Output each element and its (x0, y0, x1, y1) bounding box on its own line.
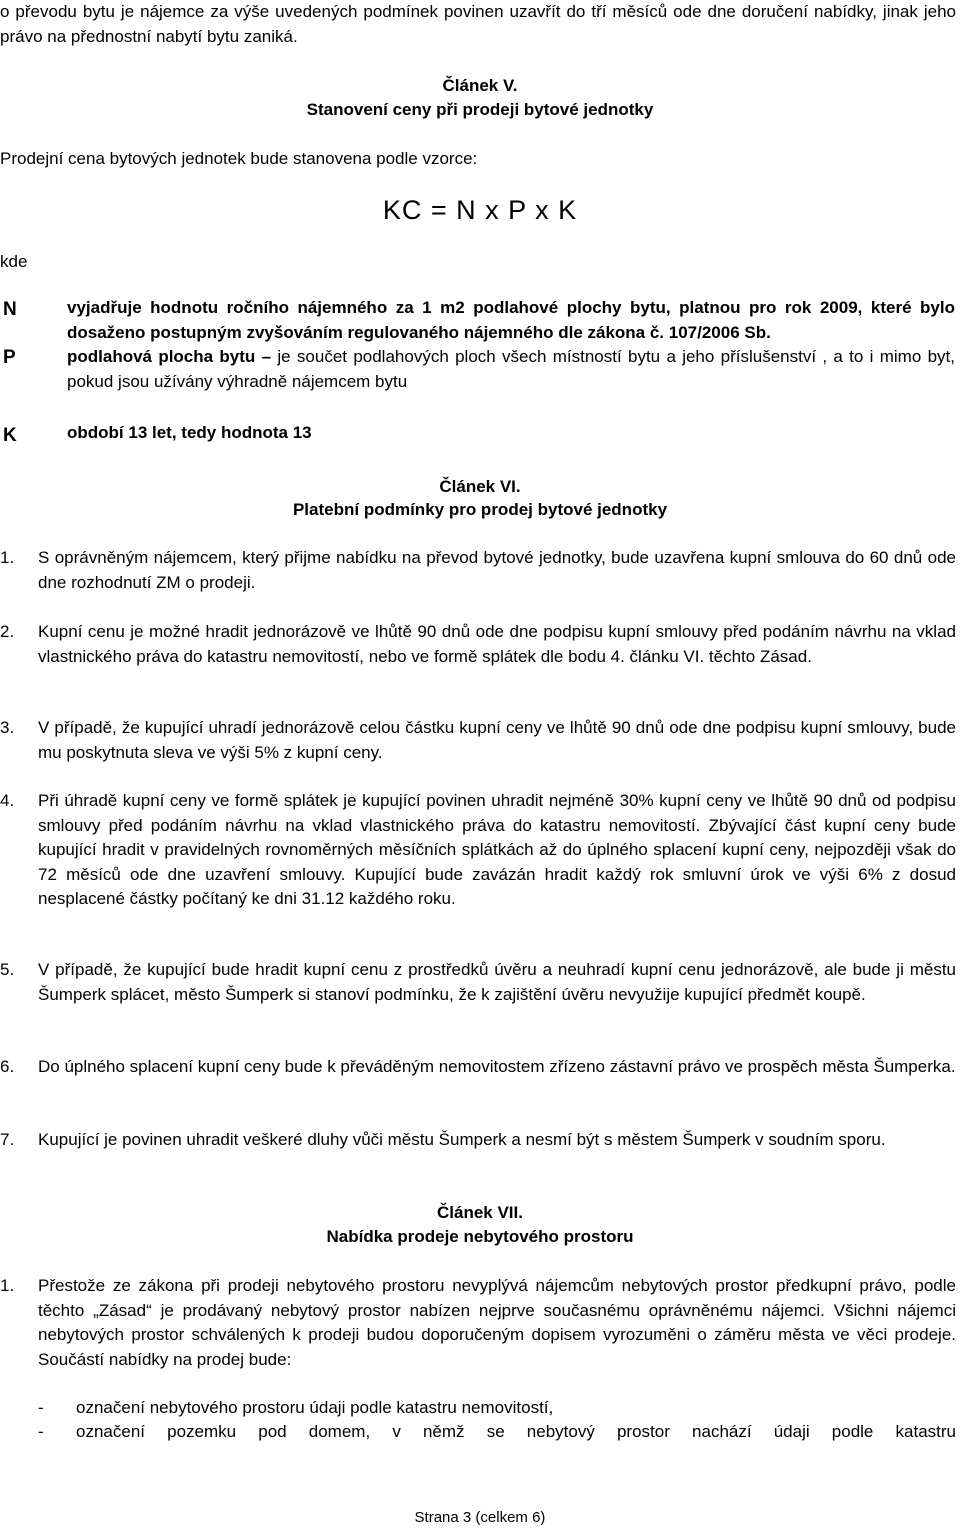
article-vi-title: Platební podmínky pro prodej bytové jednotky (292, 500, 668, 519)
article-vi-heading: Článek VI. (439, 477, 521, 496)
page-number-footer: Strana 3 (celkem 6) (414, 1509, 546, 1526)
item-text: Při úhradě kupní ceny ve formě splátek je kupující povinen uhradit nejméně 30% kupní ceny ve lhůtě 90 dnů od podpisu smlouvy před podáním návrhu na vklad vlastnického práva do katastru nemovitostí. Zbývající část kupní ceny bude kupující hradit v pravidelných rovnoměrných měsíčních splátkách až do úplného splacení kupní ceny, nejpozději však do 72 měsíců ode dne uzavření smlouvy. Kupující bude zavázán hradit každý rok smluvní úrok ve výši 6% z dosud nesplacené částky počítaný ke dni 31.12 každého roku. (38, 791, 956, 908)
item-text: Kupující je povinen uhradit veškeré dluhy vůči městu Šumperk a nesmí být s městem Šumperk v soudním sporu. (38, 1130, 886, 1149)
article-vii-title: Nabídka prodeje nebytového prostoru (326, 1227, 634, 1246)
item-text: Do úplného splacení kupní ceny bude k převáděným nemovitostem zřízeno zástavní právo ve prospěch města Šumperka. (38, 1057, 956, 1076)
variable-symbol: K (3, 425, 17, 446)
item-text: V případě, že kupující uhradí jednorázově celou částku kupní ceny ve lhůtě 90 dnů ode dne podpisu kupní smlouvy, bude mu poskytnuta sleva ve výši 5% z kupní ceny. (38, 718, 956, 762)
variable-description: vyjadřuje hodnotu ročního nájemného za 1 m2 podlahové plochy bytu, platnou pro rok 2009, které bylo dosaženo postupným zvyšováním regulovaného nájemného dle zákona č. 107/2006 Sb. (67, 298, 955, 342)
bullet-dash: - (38, 1422, 44, 1441)
bullet-text: označení nebytového prostoru údaji podle katastru nemovitostí, (76, 1398, 554, 1417)
variable-description: období 13 let, tedy hodnota 13 (67, 423, 312, 442)
variable-symbol: N (3, 299, 17, 320)
item-number: 3. (0, 718, 15, 737)
article-vii-heading: Článek VII. (437, 1203, 523, 1222)
bullet-text: označení pozemku pod domem, v němž se nebytový prostor nachází údaji podle katastru (76, 1422, 956, 1441)
item-number: 5. (0, 960, 15, 979)
item-text: S oprávněným nájemcem, který přijme nabídku na převod bytové jednotky, bude uzavřena kupní smlouva do 60 dnů ode dne rozhodnutí ZM o prodeji. (38, 548, 956, 592)
bullet-dash: - (38, 1398, 44, 1417)
item-text: Přestože ze zákona při prodeji nebytového prostoru nevyplývá nájemcům nebytových prostor předkupní právo, podle těchto „Zásad“ je prodávaný nebytový prostor nabízen nejprve současnému oprávněnému nájemci. Všichni nájemci nebytových prostor schválených k prodeji budou doporučeným dopisem vyrozuměni o záměru města ve věci prodeje. Součástí nabídky na prodej bude: (38, 1276, 956, 1369)
item-number: 6. (0, 1057, 15, 1076)
item-number: 1. (0, 548, 15, 567)
item-text: V případě, že kupující bude hradit kupní cenu z prostředků úvěru a neuhradí kupní cenu jednorázově, ale bude ji městu Šumperk splácet, město Šumperk si stanoví podmínku, že k zajištění úvěru nevyužije kupující předmět koupě. (38, 960, 956, 1004)
item-number: 2. (0, 622, 15, 641)
variable-description: podlahová plocha bytu – je součet podlahových ploch všech místností bytu a jeho příslušenství , a to i mimo byt, pokud jsou užívány výhradně nájemcem bytu (67, 347, 955, 391)
item-number: 7. (0, 1130, 15, 1149)
item-number: 1. (0, 1276, 15, 1295)
intro-paragraph: o převodu bytu je nájemce za výše uvedených podmínek povinen uzavřít do tří měsíců ode dne doručení nabídky, jinak jeho právo na přednostní nabytí bytu zaniká. (0, 2, 956, 46)
variable-symbol: P (3, 347, 16, 368)
article-v-heading: Článek V. (442, 76, 518, 95)
price-formula: KC = N x P x K (382, 195, 578, 225)
item-number: 4. (0, 791, 15, 810)
variable-term: podlahová plocha bytu (67, 347, 256, 366)
article-v-title: Stanovení ceny při prodeji bytové jednotky (306, 100, 654, 119)
kde-label: kde (0, 252, 28, 271)
item-text: Kupní cenu je možné hradit jednorázově ve lhůtě 90 dnů ode dne podpisu kupní smlouvy před podáním návrhu na vklad vlastnického práva do katastru nemovitostí, nebo ve formě splátek dle bodu 4. článku VI. těchto Zásad. (38, 622, 956, 666)
formula-lead: Prodejní cena bytových jednotek bude stanovena podle vzorce: (0, 149, 478, 168)
